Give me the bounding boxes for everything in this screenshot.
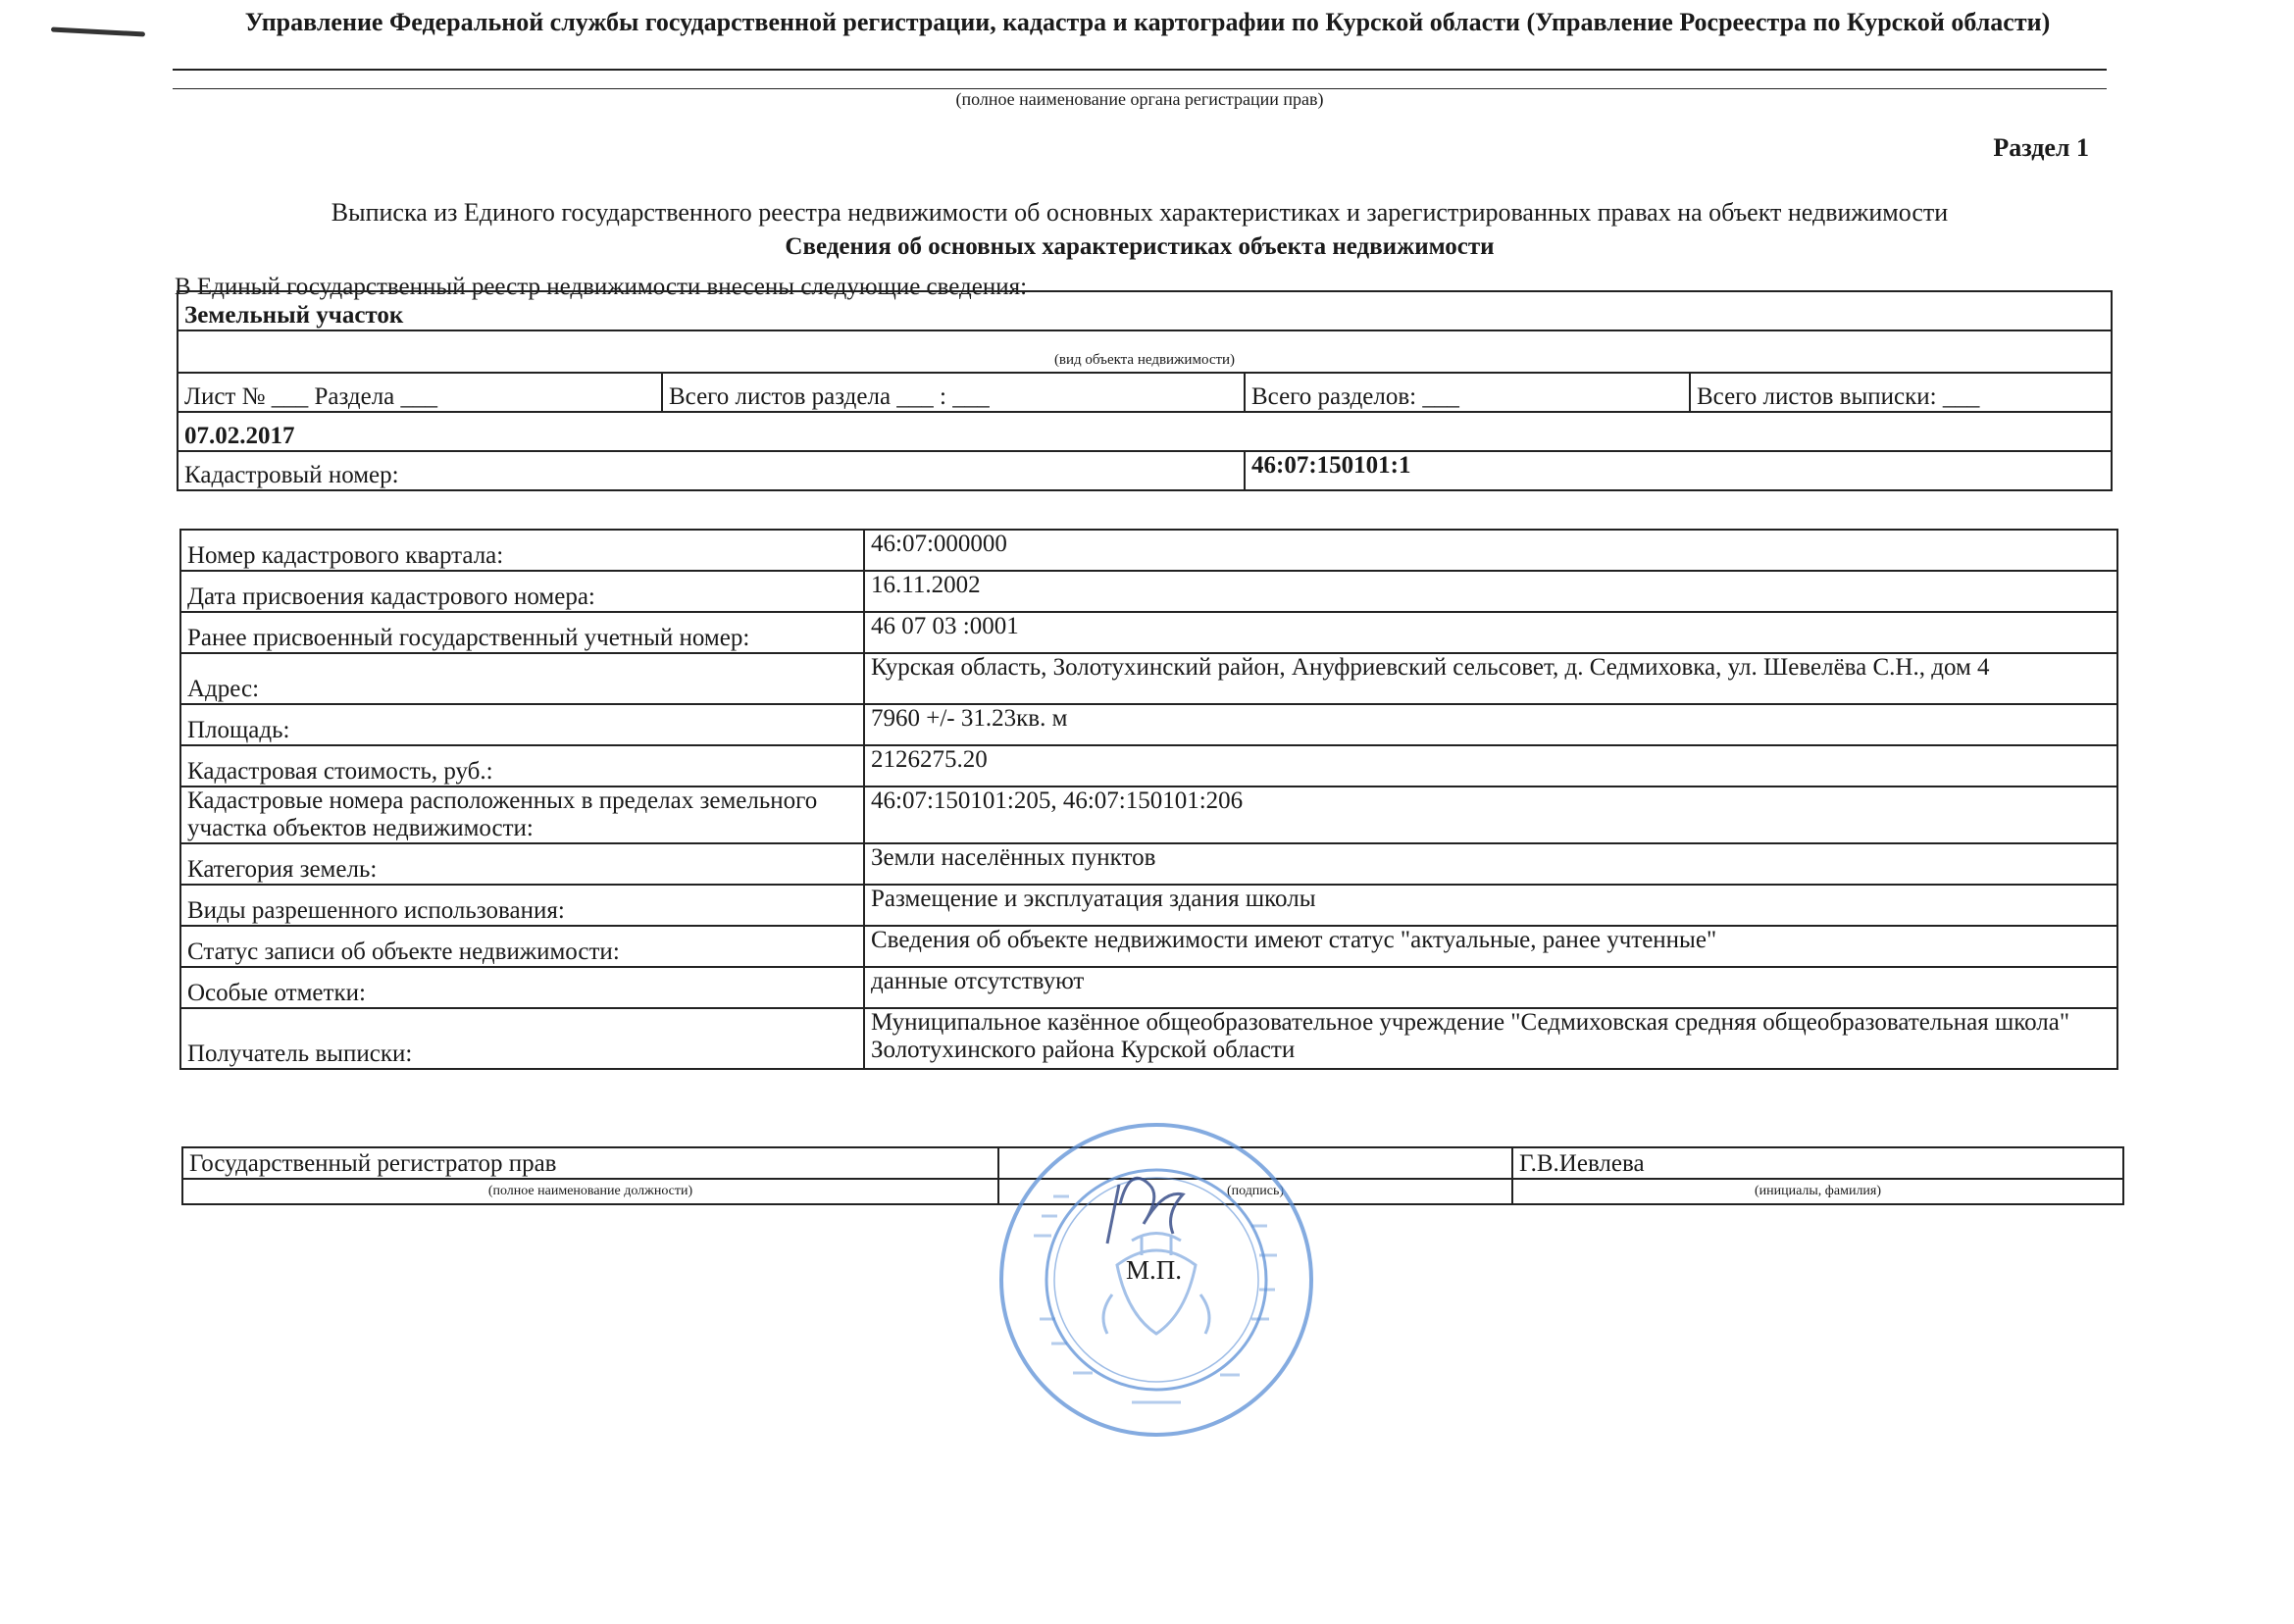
organization-name: Управление Федеральной службы государственной регистрации, кадастра и картографии по Курской области (Управление Росреестра по Курской области) xyxy=(244,8,2051,36)
details-row xyxy=(180,612,2117,653)
detail-value: Сведения об объекте недвижимости имеют статус "актуальные, ранее учтенные" xyxy=(864,926,2117,967)
cadastral-number-value: 46:07:150101:1 xyxy=(1245,451,2112,490)
object-header-table xyxy=(177,290,2113,491)
details-table xyxy=(179,529,2118,1070)
document-title: Выписка из Единого государственного реестра недвижимости об основных характеристиках и зарегистрированных правах на объект недвижимости xyxy=(331,198,1949,227)
detail-label: Категория земель: xyxy=(180,843,864,885)
detail-value: 46:07:150101:205, 46:07:150101:206 xyxy=(864,787,2117,843)
details-row xyxy=(180,967,2117,1008)
detail-value: 2126275.20 xyxy=(864,745,2117,787)
details-row xyxy=(180,745,2117,787)
section-label: Раздел 1 xyxy=(1993,133,2089,162)
registrar-position: Государственный регистратор прав xyxy=(182,1147,998,1179)
detail-label: Особые отметки: xyxy=(180,967,864,1008)
registrar-name: Г.В.Иевлева xyxy=(1512,1147,2123,1179)
detail-value: Курская область, Золотухинский район, Ануфриевский сельсовет, д. Седмиховка, ул. Шевелёва С.Н., дом 4 xyxy=(864,653,2117,704)
details-row xyxy=(180,843,2117,885)
detail-label: Статус записи об объекте недвижимости: xyxy=(180,926,864,967)
document-subtitle: Сведения об основных характеристиках объекта недвижимости xyxy=(785,233,1495,260)
stamp-label: М.П. xyxy=(1126,1255,1183,1285)
detail-value: 46:07:000000 xyxy=(864,530,2117,571)
sheet-number: Лист № ___ Раздела ___ xyxy=(178,373,662,412)
detail-label: Адрес: xyxy=(180,653,864,704)
detail-value: Муниципальное казённое общеобразовательное учреждение "Седмиховская средняя общеобразовательная школа" Золотухинского района Курской области xyxy=(864,1008,2117,1069)
intro-text: В Единый государственный реестр недвижимости внесены следующие сведения: xyxy=(175,274,1028,300)
cadastral-number-label: Кадастровый номер: xyxy=(178,451,1245,490)
extract-date: 07.02.2017 xyxy=(178,412,2112,451)
detail-value: Размещение и эксплуатация здания школы xyxy=(864,885,2117,926)
details-row xyxy=(180,704,2117,745)
pen-stroke-mark xyxy=(51,26,145,36)
name-caption: (инициалы, фамилия) xyxy=(1512,1179,2123,1204)
organization-caption: (полное наименование органа регистрации прав) xyxy=(955,89,1324,109)
detail-label: Номер кадастрового квартала: xyxy=(180,530,864,571)
sheets-in-section: Всего листов раздела ___ : ___ xyxy=(662,373,1245,412)
sections-total: Всего разделов: ___ xyxy=(1245,373,1690,412)
detail-label: Кадастровая стоимость, руб.: xyxy=(180,745,864,787)
details-row xyxy=(180,1008,2117,1069)
detail-value: 7960 +/- 31.23кв. м xyxy=(864,704,2117,745)
detail-label: Площадь: xyxy=(180,704,864,745)
detail-value: 16.11.2002 xyxy=(864,571,2117,612)
position-caption: (полное наименование должности) xyxy=(182,1179,998,1204)
detail-label: Виды разрешенного использования: xyxy=(180,885,864,926)
detail-label: Получатель выписки: xyxy=(180,1008,864,1069)
signature-caption: (подпись) xyxy=(998,1179,1512,1204)
detail-label: Кадастровые номера расположенных в пределах земельного участка объектов недвижимости: xyxy=(180,787,864,843)
detail-label: Дата присвоения кадастрового номера: xyxy=(180,571,864,612)
detail-label: Ранее присвоенный государственный учетный номер: xyxy=(180,612,864,653)
detail-value: данные отсутствуют xyxy=(864,967,2117,1008)
details-row xyxy=(180,571,2117,612)
details-row xyxy=(180,926,2117,967)
divider xyxy=(173,69,2107,71)
sheets-total: Всего листов выписки: ___ xyxy=(1690,373,2112,412)
detail-value: 46 07 03 :0001 xyxy=(864,612,2117,653)
details-row xyxy=(180,530,2117,571)
details-row xyxy=(180,885,2117,926)
object-type-caption: (вид объекта недвижимости) xyxy=(178,330,2112,373)
object-type: Земельный участок xyxy=(178,291,2112,330)
details-row xyxy=(180,653,2117,704)
details-row xyxy=(180,787,2117,843)
detail-value: Земли населённых пунктов xyxy=(864,843,2117,885)
